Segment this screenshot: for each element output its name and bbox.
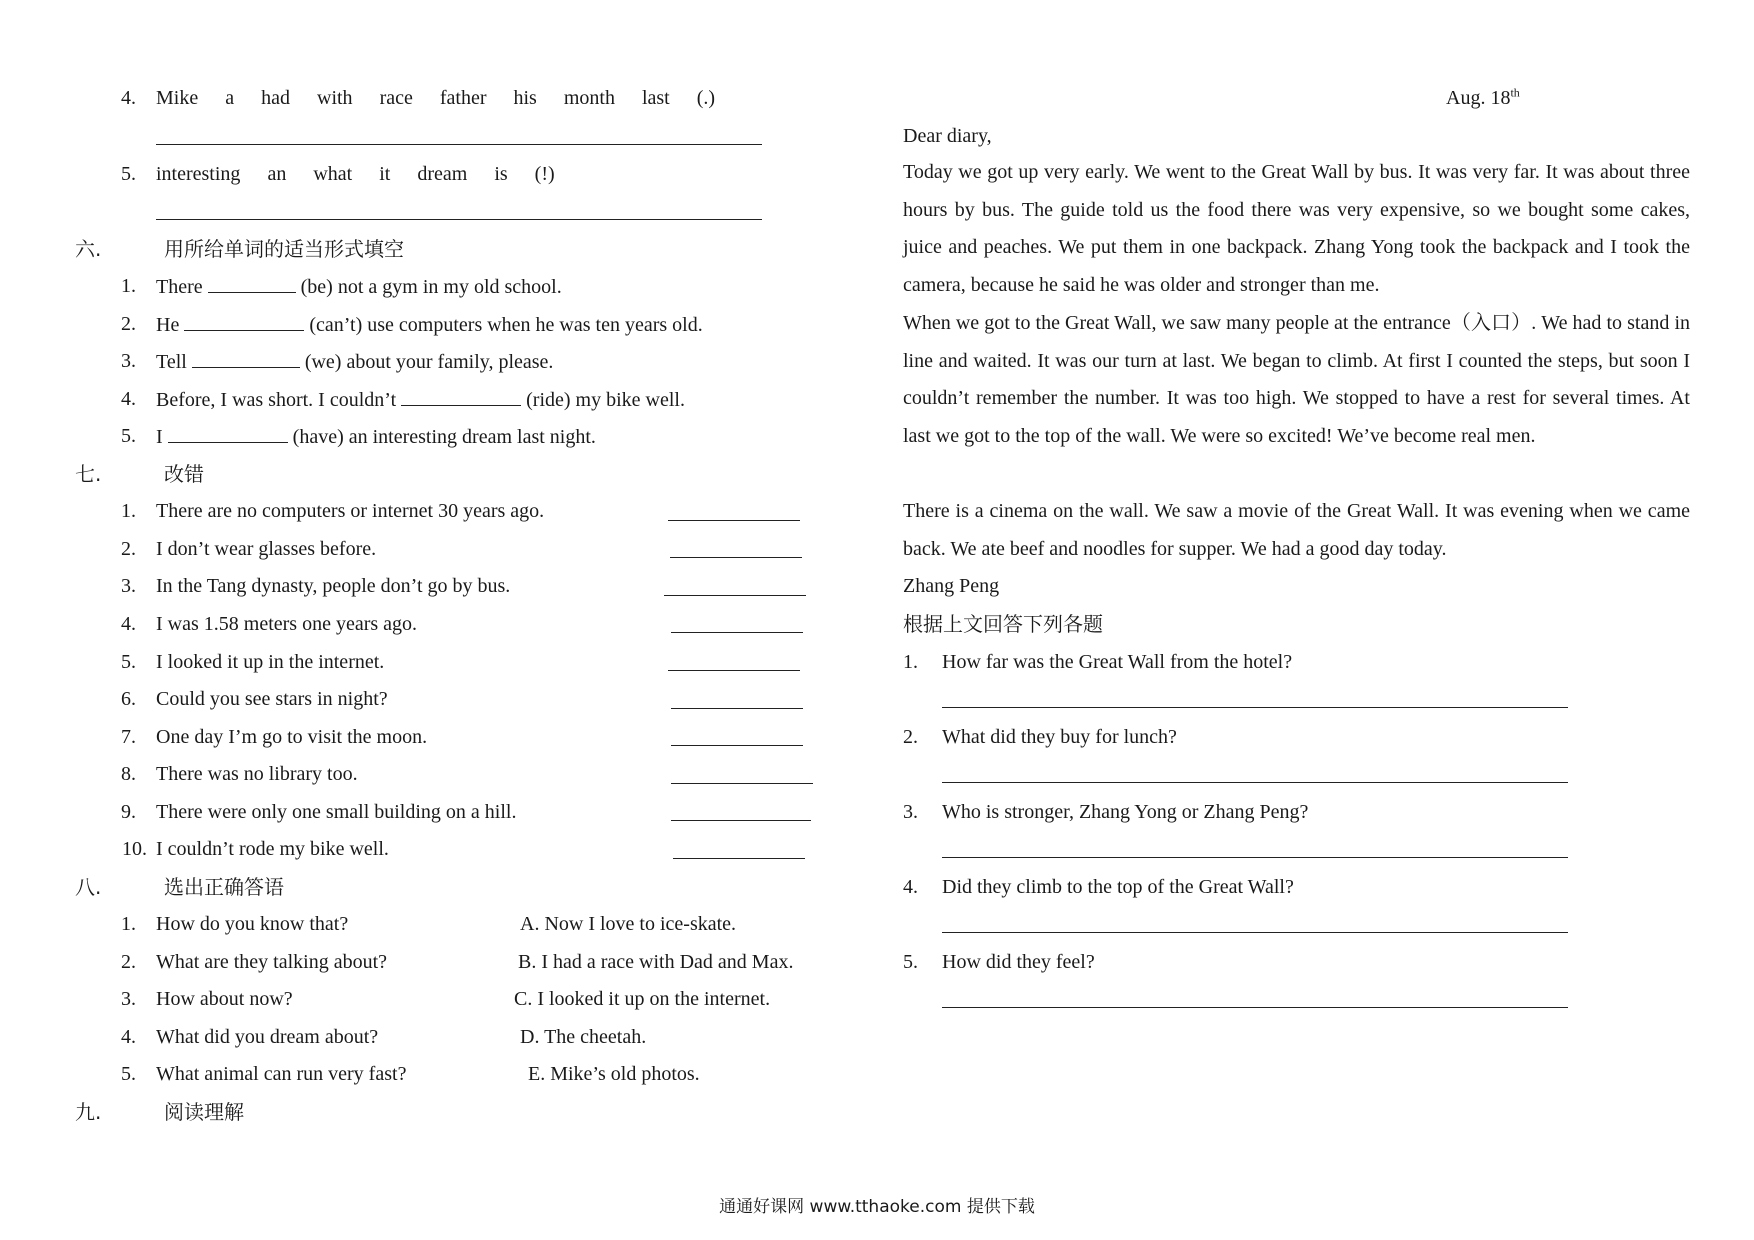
item-number: 2. [903, 726, 918, 748]
diary-paragraph-3: There is a cinema on the wall. We saw a movie of the Great Wall. It was evening when we came back. We ate beef and noodles for supper. We had a good day today. [903, 500, 1690, 560]
word: an [267, 163, 287, 185]
item-number: 4. [121, 613, 136, 635]
correction-line[interactable] [668, 670, 800, 671]
word: had [261, 87, 290, 109]
diary-signature: Zhang Peng [903, 575, 1000, 597]
fill-blank-item: There (be) not a gym in my old school. [156, 276, 562, 298]
item-number: 4. [121, 87, 136, 109]
item-number: 2. [121, 538, 136, 560]
section-title: 阅读理解 [164, 1100, 244, 1124]
fill-blank-item: I (have) an interesting dream last night. [156, 426, 596, 448]
correction-sentence: Could you see stars in night? [156, 688, 388, 710]
item-number: 4. [903, 876, 918, 898]
item-number: 1. [903, 651, 918, 673]
match-answer: E. Mike’s old photos. [528, 1063, 700, 1085]
item-number: 5. [121, 163, 136, 185]
reading-question: Who is stronger, Zhang Yong or Zhang Peng? [942, 801, 1309, 823]
section-mark: 九. [75, 1100, 102, 1124]
word: with [317, 87, 353, 109]
correction-line[interactable] [673, 858, 805, 859]
item-number: 9. [121, 801, 136, 823]
diary-paragraph-2: When we got to the Great Wall, we saw many people at the entrance（入口）. We had to stand in line and waited. It was our turn at last. We began to climb. At first I counted the steps, but soon I couldn’t remember the number. It was too high. We stopped to have a rest for several times. At last we got to the top of the wall. We were so excited! We’ve become real men. [903, 312, 1690, 448]
answer-line[interactable] [156, 144, 762, 145]
correction-line[interactable] [671, 745, 803, 746]
item-number: 5. [121, 651, 136, 673]
answer-line[interactable] [942, 707, 1568, 708]
correction-line[interactable] [670, 557, 802, 558]
answer-line[interactable] [156, 219, 762, 220]
correction-sentence: There are no computers or internet 30 years ago. [156, 500, 545, 522]
answer-line[interactable] [942, 857, 1568, 858]
word: father [439, 87, 487, 109]
match-question: How do you know that? [156, 913, 349, 935]
item-number: 2. [121, 951, 136, 973]
section-title: 改错 [164, 462, 204, 486]
reading-question: What did they buy for lunch? [942, 726, 1177, 748]
word: month [563, 87, 615, 109]
reading-question: How did they feel? [942, 951, 1095, 973]
word: (!) [534, 163, 555, 185]
diary-date: Aug. 18th [1446, 85, 1520, 109]
answer-line[interactable] [942, 782, 1568, 783]
item-number: 5. [121, 425, 136, 447]
fill-blank-item: Tell (we) about your family, please. [156, 351, 554, 373]
correction-line[interactable] [671, 783, 813, 784]
correction-sentence: I was 1.58 meters one years ago. [156, 613, 418, 635]
word: (.) [696, 87, 716, 109]
word: it [379, 163, 391, 185]
word: Mike [156, 87, 199, 109]
fill-blank[interactable] [184, 312, 304, 331]
correction-sentence: There were only one small building on a hill. [156, 801, 517, 823]
reading-question: Did they climb to the top of the Great Wall? [942, 876, 1294, 898]
word: race [379, 87, 413, 109]
item-number: 3. [121, 988, 136, 1010]
item-number: 7. [121, 726, 136, 748]
word: interesting [156, 163, 241, 185]
item-number: 5. [121, 1063, 136, 1085]
answer-line[interactable] [942, 1007, 1568, 1008]
match-question: What did you dream about? [156, 1026, 379, 1048]
correction-line[interactable] [671, 708, 803, 709]
correction-sentence: I don’t wear glasses before. [156, 538, 377, 560]
item-number: 1. [121, 275, 136, 297]
item-number: 5. [903, 951, 918, 973]
item-number: 4. [121, 1026, 136, 1048]
word: last [641, 87, 670, 109]
scrambled-words-5 [156, 162, 582, 186]
item-number: 6. [121, 688, 136, 710]
footer-credit: 通通好课网 www.tthaoke.com 提供下载 [719, 1197, 1035, 1217]
word: a [225, 87, 235, 109]
item-number: 3. [903, 801, 918, 823]
reading-instruction: 根据上文回答下列各题 [903, 612, 1103, 636]
match-question: What animal can run very fast? [156, 1063, 407, 1085]
fill-blank[interactable] [192, 349, 300, 368]
diary-greeting: Dear diary, [903, 125, 992, 147]
fill-blank-item: He (can’t) use computers when he was ten years old. [156, 314, 703, 336]
section-mark: 八. [75, 875, 102, 899]
fill-blank[interactable] [208, 274, 296, 293]
match-answer: D. The cheetah. [520, 1026, 647, 1048]
item-number: 1. [121, 913, 136, 935]
answer-line[interactable] [942, 932, 1568, 933]
item-number: 3. [121, 575, 136, 597]
match-answer: B. I had a race with Dad and Max. [518, 951, 794, 973]
correction-line[interactable] [671, 632, 803, 633]
word: dream [417, 163, 468, 185]
section-mark: 六. [75, 237, 102, 261]
word: what [313, 163, 353, 185]
word: his [513, 87, 537, 109]
match-question: What are they talking about? [156, 951, 388, 973]
item-number: 1. [121, 500, 136, 522]
section-title: 用所给单词的适当形式填空 [164, 237, 404, 261]
reading-question: How far was the Great Wall from the hotel? [942, 651, 1293, 673]
item-number: 10. [122, 838, 147, 860]
match-answer: A. Now I love to ice-skate. [520, 913, 737, 935]
diary-paragraph-1: Today we got up very early. We went to the Great Wall by bus. It was very far. It was about three hours by bus. The guide told us the food there was very expensive, so we bought some cakes, juice and peaches. We put them in one backpack. Zhang Yong took the backpack and I took the camera, because he said he was older and stronger than me. [903, 161, 1690, 297]
item-number: 2. [121, 313, 136, 335]
fill-blank[interactable] [168, 424, 288, 443]
scrambled-words-4 [156, 86, 742, 110]
section-title: 选出正确答语 [164, 875, 284, 899]
match-answer: C. I looked it up on the internet. [514, 988, 771, 1010]
item-number: 8. [121, 763, 136, 785]
correction-line[interactable] [664, 595, 806, 596]
correction-sentence: I couldn’t rode my bike well. [156, 838, 389, 860]
match-question: How about now? [156, 988, 293, 1010]
item-number: 3. [121, 350, 136, 372]
fill-blank-item: Before, I was short. I couldn’t (ride) my bike well. [156, 389, 685, 411]
correction-sentence: One day I’m go to visit the moon. [156, 726, 428, 748]
item-number: 4. [121, 388, 136, 410]
correction-sentence: There was no library too. [156, 763, 358, 785]
correction-sentence: I looked it up in the internet. [156, 651, 385, 673]
fill-blank[interactable] [401, 387, 521, 406]
correction-line[interactable] [671, 820, 811, 821]
correction-sentence: In the Tang dynasty, people don’t go by bus. [156, 575, 511, 597]
correction-line[interactable] [668, 520, 800, 521]
section-mark: 七. [75, 462, 102, 486]
word: is [494, 163, 508, 185]
